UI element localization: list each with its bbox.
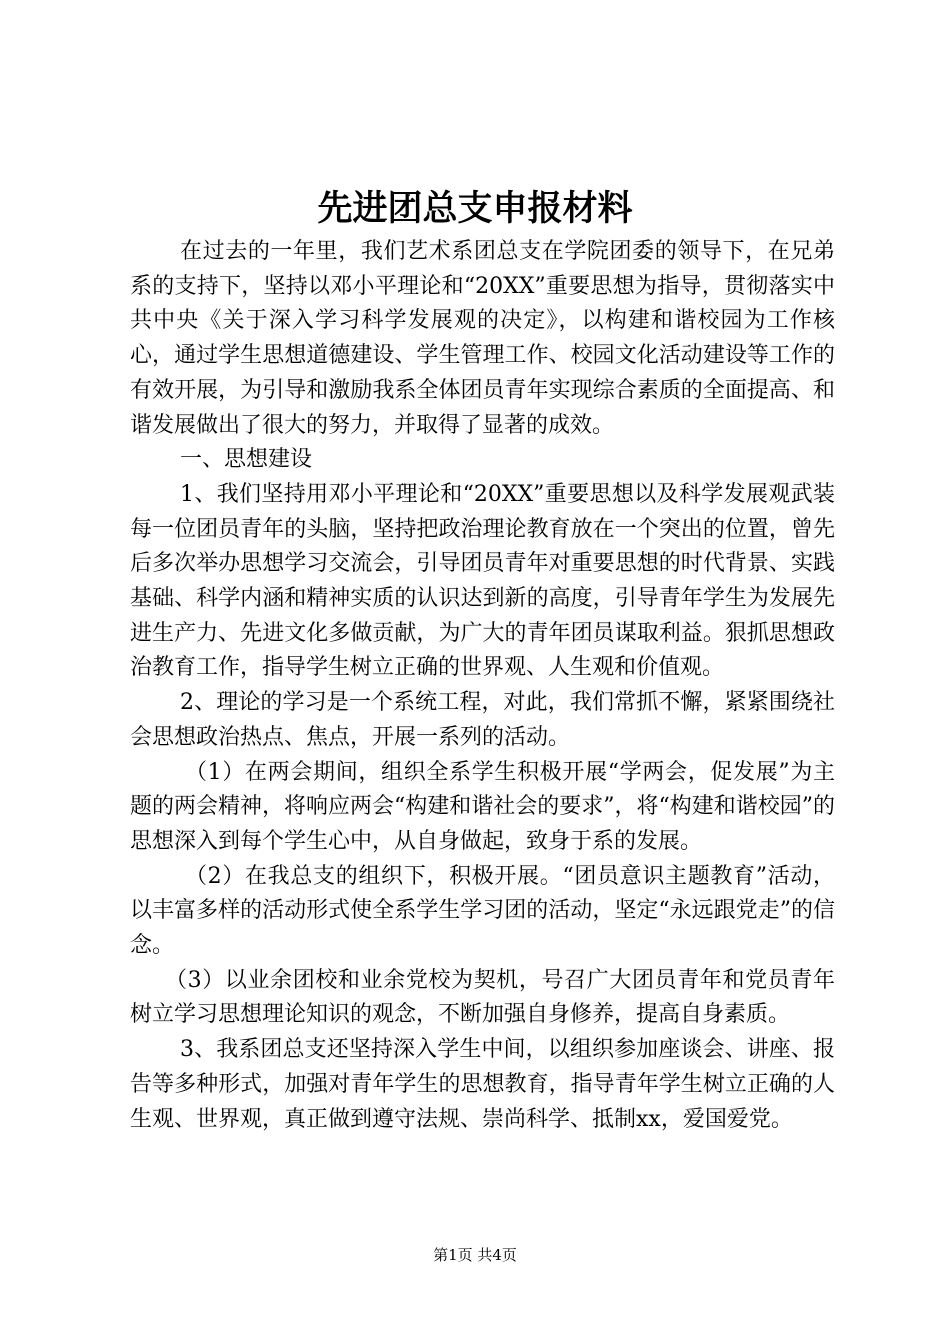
paragraph-item-2: 2、理论的学习是一个系统工程，对此，我们常抓不懈，紧紧围绕社会思想政治热点、焦点，开展一系列的活动。 [130,690,835,750]
paragraph-subitem-2: （2）在我总支的组织下，积极开展。“团员意识主题教育”活动，以丰富多样的活动形式使全系学生学习团的活动，坚定“永远跟党走”的信念。 [130,863,835,959]
intro-paragraph: 在过去的一年里，我们艺术系团总支在学院团委的领导下，在兄弟系的支持下，坚持以邓小平理论和“20XX”重要思想为指导，贯彻落实中共中央《关于深入学习科学发展观的决定》，以构建和谐校园为工作核心，通过学生思想道德建设、学生管理工作、校园文化活动建设等工作的有效开展，为引导和激励我系全体团员青年实现综合素质的全面提高、和谐发展做出了很大的努力，并取得了显著的成效。 [130,239,835,438]
section-heading-ideology: 一、思想建设 [180,447,313,473]
paragraph-item-3: 3、我系团总支还坚持深入学生中间，以组织参加座谈会、讲座、报告等多种形式，加强对青年学生的思想教育，指导青年学生树立正确的人生观、世界观，真正做到遵守法规、崇尚科学、抵制xx，爱国爱党。 [130,1037,835,1132]
page-title: 先进团总支申报材料 [317,188,633,229]
paragraph-subitem-3: （3）以业余团校和业余党校为契机，号召广大团员青年和党员青年树立学习思想理论知识的观念，不断加强自身修养，提高自身素质。 [130,967,835,1028]
paragraph-item-1: 1、我们坚持用邓小平理论和“20XX”重要思想以及科学发展观武装每一位团员青年的头脑，坚持把政治理论教育放在一个突出的位置，曾先后多次举办思想学习交流会，引导团员青年对重要思想的时代背景、实践基础、科学内涵和精神实质的认识达到新的高度，引导青年学生为发展先进生产力、先进文化多做贡献，为广大的青年团员谋取利益。狠抓思想政治教育工作，指导学生树立正确的世界观、人生观和价值观。 [130,481,835,681]
page-number: 第1页 共4页 [433,1246,517,1264]
paragraph-subitem-1: （1）在两会期间，组织全系学生积极开展“学两会，促发展”为主题的两会精神，将响应两会“构建和谐社会的要求”，将“构建和谐校园”的思想深入到每个学生心中，从自身做起，致身于系的发展。 [130,759,835,854]
document-body [130,235,835,1137]
